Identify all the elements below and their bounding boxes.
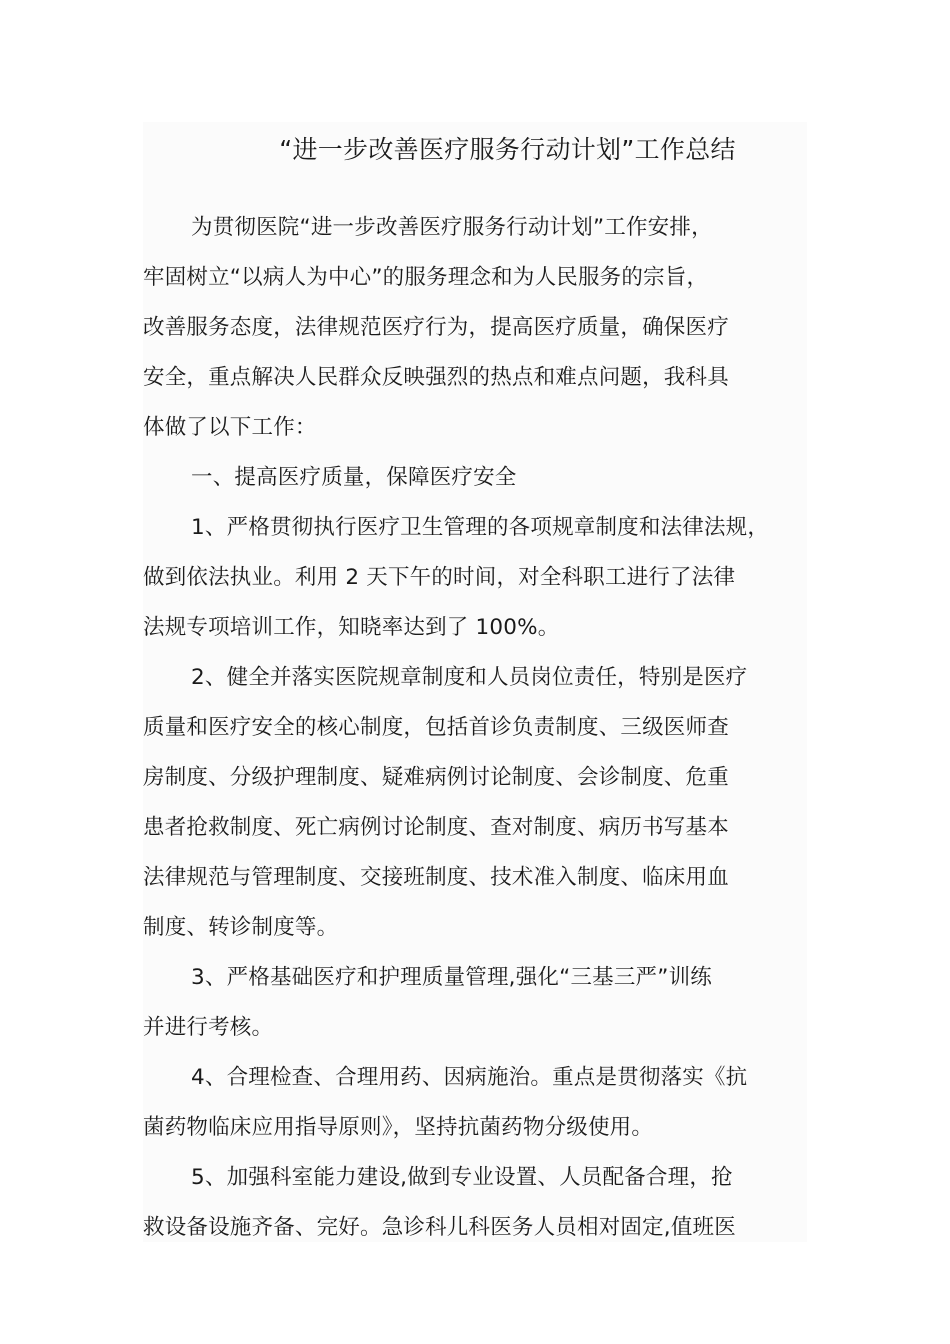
text-line: 体做了以下工作： [143,415,317,440]
text-line: 4、合理检查、合理用药、因病施治。重点是贯彻落实《抗 [191,1065,748,1090]
section-heading [143,453,823,503]
paragraph-item-2 [143,653,823,953]
text-line: 房制度、分级护理制度、疑难病例讨论制度、会诊制度、危重 [143,765,729,790]
text-line: 质量和医疗安全的核心制度，包括首诊负责制度、三级医师查 [143,715,729,740]
text-line: 并进行考核。 [143,1015,274,1040]
text-line: 患者抢救制度、死亡病例讨论制度、查对制度、病历书写基本 [143,815,729,840]
text-line: 安全，重点解决人民群众反映强烈的热点和难点问题，我科具 [143,365,729,390]
text-line: 做到依法执业。利用 2 天下午的时间，对全科职工进行了法律 [143,565,736,590]
text-line: 1、严格贯彻执行医疗卫生管理的各项规章制度和法律法规， [191,515,770,540]
text-line: 一、提高医疗质量，保障医疗安全 [191,465,517,490]
paragraph-item-1 [143,503,823,653]
text-line: 救设备设施齐备、完好。急诊科儿科医务人员相对固定,值班医 [143,1215,736,1240]
paragraph-item-4 [143,1053,823,1153]
text-line: 改善服务态度，法律规范医疗行为，提高医疗质量，确保医疗 [143,315,729,340]
text-line: 菌药物临床应用指导原则》，坚持抗菌药物分级使用。 [143,1115,654,1140]
text-line: 法规专项培训工作，知晓率达到了 100%。 [143,615,560,640]
text-line: 牢固树立“以病人为中心”的服务理念和为人民服务的宗旨， [143,265,709,290]
text-line: 3、严格基础医疗和护理质量管理,强化“三基三严”训练 [191,965,712,990]
text-line: 为贯彻医院“进一步改善医疗服务行动计划”工作安排， [191,215,713,240]
text-line: 法律规范与管理制度、交接班制度、技术准入制度、临床用血 [143,865,729,890]
text-line: 制度、转诊制度等。 [143,915,339,940]
paragraph-intro [143,203,823,453]
paragraph-item-5 [143,1153,823,1253]
page-title: “进一步改善医疗服务行动计划”工作总结 [279,135,736,164]
text-line: 5、加强科室能力建设,做到专业设置、人员配备合理，抢 [191,1165,733,1190]
document-body [143,203,823,1253]
text-line: 2、健全并落实医院规章制度和人员岗位责任，特别是医疗 [191,665,748,690]
paragraph-item-3 [143,953,823,1053]
